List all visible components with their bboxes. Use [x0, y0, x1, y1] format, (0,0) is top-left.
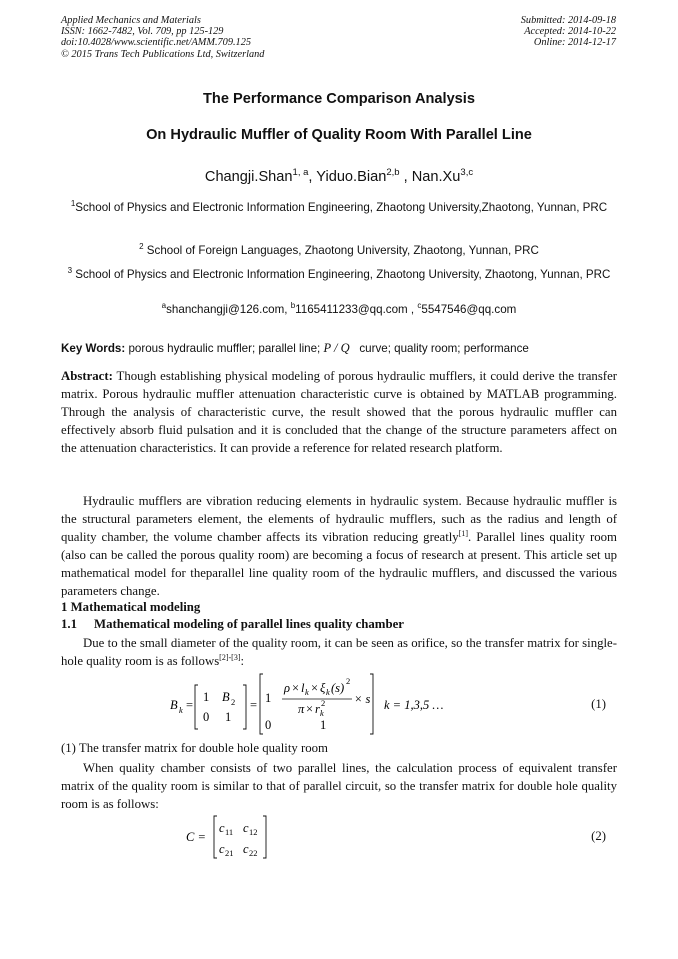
journal-name: Applied Mechanics and Materials	[61, 15, 201, 26]
eq1-m11: 1	[203, 690, 210, 704]
equation-2	[186, 812, 286, 862]
author-sup: 3,c	[460, 167, 474, 178]
model-text: :	[240, 653, 245, 668]
abstract	[61, 368, 617, 458]
eq2-c12: c	[243, 821, 249, 835]
eq1-lhs: B	[170, 698, 178, 712]
model-text: Due to the small diameter of the quality room, it can be seen as orifice, so the transfer matrix for single-hole quality room is as follows	[61, 636, 617, 668]
accepted-date: Accepted: 2014-10-22	[524, 26, 616, 38]
intro-paragraph	[61, 493, 617, 600]
intro-text: . Parallel lines quality room (also can be called the porous quality room) are becoming a focus of research at present. This article set up mathematical model for theparallel line quality room of the hydraulic mufflers, and discussed the various parameters change.	[61, 529, 617, 598]
double-hole-paragraph: When quality chamber consists of two parallel lines, the calculation process of equivalent transfer matrix of the quality room is similar to that of parallel circuit, so the transfer matrix for double hole quality room is as follows:	[61, 761, 617, 811]
email-list: $^a$shanchangji@126.com, $^b$1165411233@qq.com , $^c$5547546@qq.com	[161, 301, 517, 316]
eq1-n11: 1	[265, 691, 272, 705]
model-paragraph	[61, 635, 617, 671]
eq1-m22: 1	[225, 710, 232, 724]
eq1-n22: 1	[320, 718, 327, 732]
affiliation-2	[61, 238, 617, 259]
eq1-m12: B	[222, 690, 230, 704]
author-sup: 1, a	[292, 167, 309, 178]
keywords-text: porous hydraulic muffler; parallel line;	[128, 342, 321, 355]
eq1-m12-sub: 2	[231, 697, 236, 707]
subsection-heading	[61, 617, 404, 632]
svg-text:=: =	[250, 698, 258, 712]
author-name: Yiduo.Bian	[316, 169, 387, 185]
paper-title-line-2: On Hydraulic Muffler of Quality Room With Parallel Line	[146, 127, 532, 143]
copyright-line: © 2015 Trans Tech Publications Ltd, Switzerland	[61, 48, 265, 60]
eq1-s-arg: (s)	[331, 681, 345, 695]
equation-1-number: (1)	[591, 697, 606, 711]
eq2-c21-sub: 21	[225, 848, 234, 858]
eq1-times-s: × s	[354, 692, 371, 706]
eq1-sq: 2	[346, 676, 351, 686]
equation-1	[170, 672, 500, 736]
email-sup: b	[290, 301, 296, 310]
eq2-c22-sub: 22	[249, 848, 258, 858]
author-name: Nan.Xu	[411, 169, 461, 185]
affiliation-text: School of Physics and Electronic Information Engineering, Zhaotong University, Zhaotong, Yunnan, PRC	[75, 268, 611, 281]
citation[interactable]: [2]-[3]	[219, 652, 241, 662]
dates-header	[521, 15, 616, 49]
affiliation-text: School of Physics and Electronic Information Engineering, Zhaotong University,Zhaotong, Yunnan, PRC	[75, 201, 608, 214]
eq1-times: ×	[311, 681, 319, 695]
eq2-c11-sub: 11	[225, 827, 234, 837]
email-link[interactable]: 5547546@qq.com	[421, 303, 517, 316]
author-sup: 2,b	[386, 167, 400, 178]
email-sup: a	[161, 301, 167, 310]
svg-text:=: =	[186, 698, 194, 712]
eq2-c21: c	[219, 842, 225, 856]
online-date: Online: 2014-12-17	[533, 37, 616, 49]
affiliation-1	[61, 195, 617, 216]
eq1-xi-sub: k	[326, 687, 330, 697]
author-name: Changji.Shan	[204, 169, 293, 185]
email-sup: c	[417, 301, 422, 310]
keywords	[61, 341, 621, 356]
eq1-r: r	[315, 702, 320, 716]
affiliation-sup: 2	[139, 242, 144, 251]
issn-line: ISSN: 1662-7482, Vol. 709, pp 125-129	[61, 26, 224, 38]
journal-header	[61, 15, 264, 60]
eq1-r-sup: 2	[321, 698, 326, 708]
author-list: Changji.Shan$^{1, a}$, Yiduo.Bian$^{2,b}$ , Nan.Xu$^{3,c}$	[204, 167, 474, 185]
abstract-label: Abstract:	[61, 369, 113, 383]
affiliation-sup: 3	[67, 266, 73, 275]
eq1-m21: 0	[203, 710, 210, 724]
eq2-c12-sub: 12	[249, 827, 258, 837]
equation-2-number: (2)	[591, 829, 606, 843]
eq2-lhs: C =	[186, 830, 206, 844]
email-link[interactable]: shanchangji@126.com	[166, 303, 285, 316]
subsection-item: (1) The transfer matrix for double hole quality room	[61, 741, 328, 755]
eq2-c22: c	[243, 842, 249, 856]
pq-symbol: P / Q	[323, 341, 350, 355]
keywords-text: curve; quality room; performance	[359, 342, 529, 355]
affiliation-3	[61, 262, 617, 283]
eq1-pi: π	[298, 702, 305, 716]
affiliation-text: School of Foreign Languages, Zhaotong University, Zhaotong, Yunnan, PRC	[146, 244, 539, 257]
eq1-n21: 0	[265, 718, 272, 732]
eq1-xi: ξ	[320, 681, 326, 695]
eq1-times: ×	[306, 702, 314, 716]
eq1-k-condition: k = 1,3,5 …	[384, 698, 444, 712]
citation[interactable]: [1]	[458, 528, 469, 538]
subsection-title: Mathematical modeling of parallel lines quality chamber	[94, 617, 404, 631]
eq1-l: l	[301, 681, 305, 695]
subsection-number: 1.1	[61, 617, 77, 631]
abstract-text: Though establishing physical modeling of porous hydraulic mufflers, it could derive the transfer matrix. Porous hydraulic muffler attenuation characteristic curve is obtained by MATLAB programming. Through the analysis of characteristic curve, the result showed that the porous hydraulic muffler can effectively absorb fluid pulsation and it is concluded that the change of the structure parameters affect on the attenuation characteristics. It can provide a reference for related research platform.	[61, 369, 618, 455]
keywords-label: Key Words:	[61, 342, 126, 355]
doi-line: doi:10.4028/www.scientific.net/AMM.709.125	[61, 37, 251, 49]
eq1-times: ×	[292, 681, 300, 695]
affiliation-sup: 1	[70, 199, 76, 208]
eq1-r-sub: k	[320, 708, 324, 718]
eq2-c11: c	[219, 821, 225, 835]
paper-title-line-1: The Performance Comparison Analysis	[203, 91, 475, 107]
intro-text: Hydraulic mufflers are vibration reducing elements in hydraulic system. Because hydraulic muffler is the structural parameters element, the elements of hydraulic mufflers, such as the radius and length of quality chamber, the volume chamber affects its vibration reducing greatly	[61, 494, 617, 544]
eq1-l-sub: k	[305, 687, 309, 697]
eq1-lhs-sub: k	[179, 705, 183, 715]
submitted-date: Submitted: 2014-09-18	[520, 15, 616, 26]
section-heading: 1 Mathematical modeling	[61, 600, 201, 614]
eq1-rho: ρ	[284, 681, 290, 695]
email-link[interactable]: 1165411233@qq.com	[295, 303, 408, 316]
